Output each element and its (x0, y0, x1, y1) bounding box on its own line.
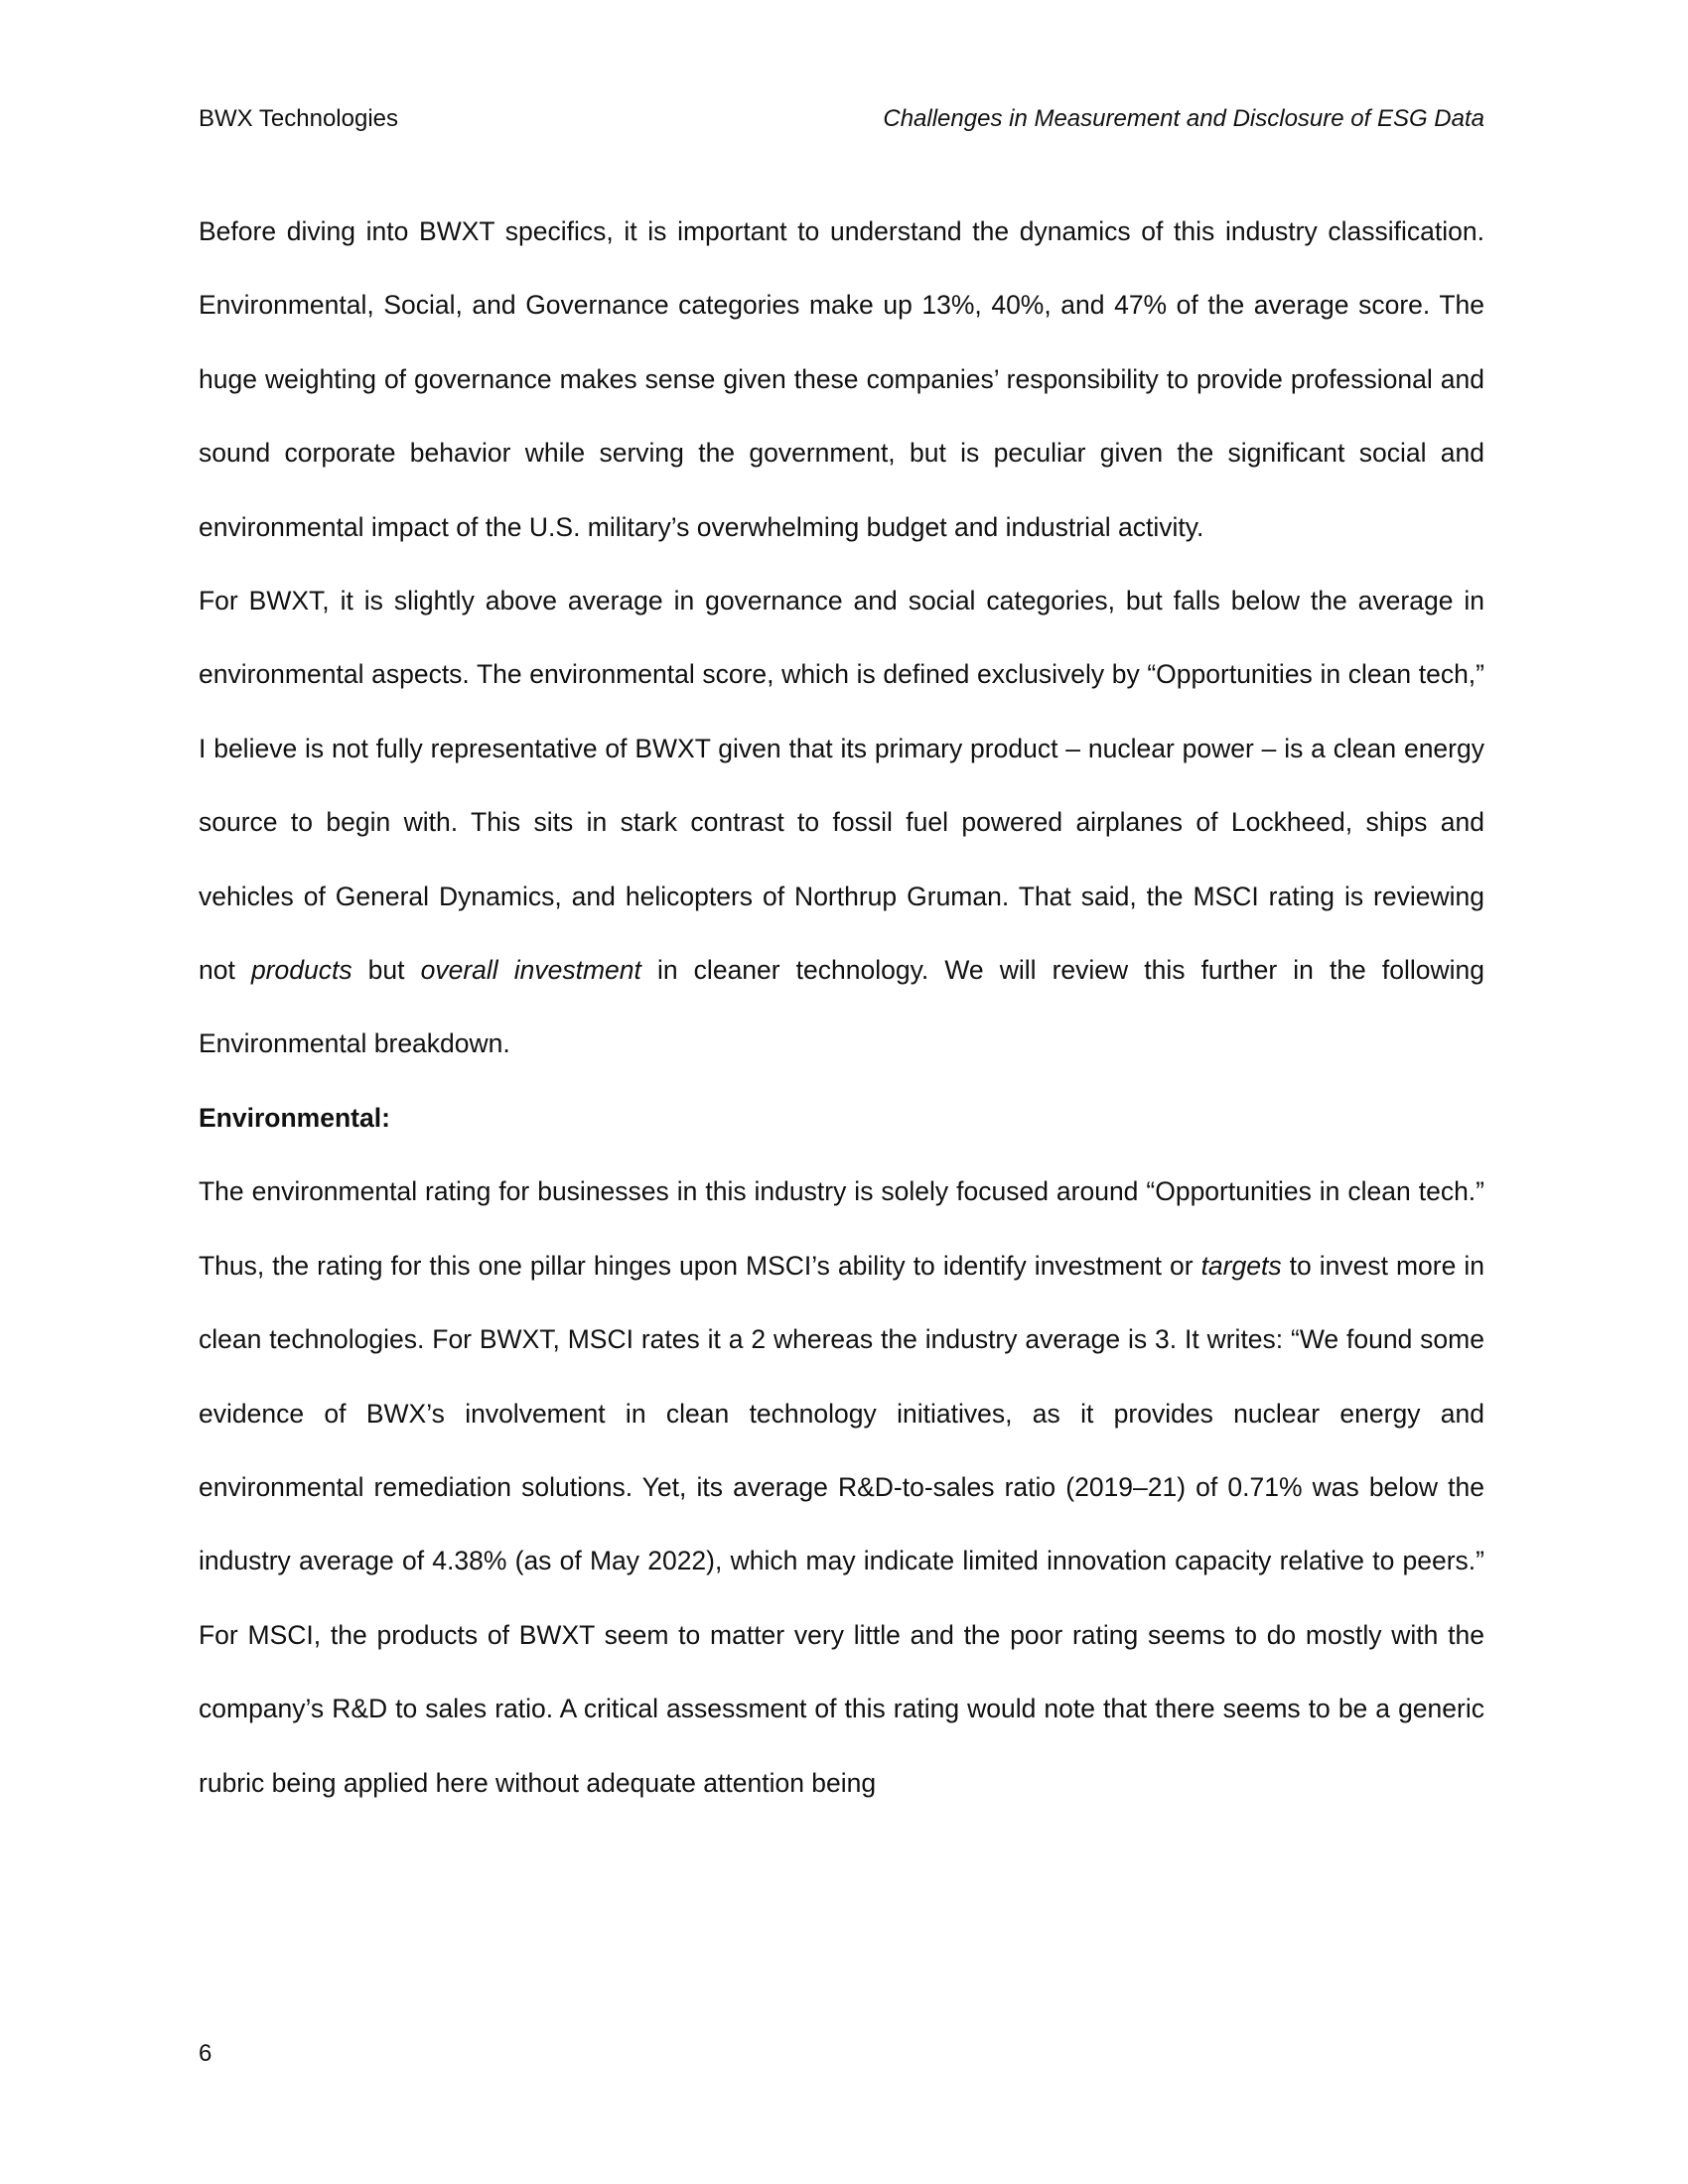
body-text (199, 195, 1484, 1820)
paragraph-bwxt-overview (199, 564, 1484, 1081)
paragraph-text: but (352, 955, 421, 986)
paragraph-text: For BWXT, it is slightly above average in governance and social categories, but falls below the average in environmental aspects. The environmental score, which is defined exclusively by “Opportunities in clean tech,” I believe is not fully representative of BWXT given that its primary product – nuclear power – is a clean energy source to begin with. This sits in stark contrast to fossil fuel powered airplanes of Lockheed, ships and vehicles of General Dynamics, and helicopters of Northrup Gruman. That said, the MSCI rating is reviewing not (199, 586, 1484, 986)
section-heading-environmental: Environmental: (199, 1102, 390, 1133)
paragraph-text: in cleaner technology. We will review this further in the following Environmental breakdown. (199, 955, 1484, 1059)
header-left-title: BWX Technologies (199, 105, 398, 132)
page-header (199, 99, 1484, 139)
paragraph-intro: Before diving into BWXT specifics, it is important to understand the dynamics of this industry classification. Environmental, Social, and Governance categories make up 13%, 40%, and 47% of the average score. The huge weighting of governance makes sense given these companies’ responsibility to provide professional and sound corporate behavior while serving the government, but is peculiar given the significant social and environmental impact of the U.S. military’s overwhelming budget and industrial activity. (199, 216, 1484, 542)
header-right-title: Challenges in Measurement and Disclosure of ESG Data (883, 105, 1484, 132)
paragraph-text: The environmental rating for businesses in this industry is solely focused around “Opportunities in clean tech.” Thus, the rating for this one pillar hinges upon MSCI’s ability to identify investment or (199, 1176, 1484, 1281)
emphasis-text: overall investment (420, 955, 641, 986)
page-number: 6 (199, 2040, 212, 2067)
paragraph-environmental (199, 1155, 1484, 1820)
paragraph-text: to invest more in clean technologies. For BWXT, MSCI rates it a 2 whereas the industry average is 3. It writes: “We found some evidence of BWX’s involvement in clean technology initiatives, as it provides nuclear energy and environmental remediation solutions. Yet, its average R&D-to-sales ratio (2019–21) of 0.71% was below the industry average of 4.38% (as of May 2022), which may indicate limited innovation capacity relative to peers.” For MSCI, the products of BWXT seem to matter very little and the poor rating seems to do mostly with the company’s R&D to sales ratio. A critical assessment of this rating would note that there seems to be a generic rubric being applied here without adequate attention being (199, 1250, 1484, 1798)
emphasis-text: products (250, 955, 352, 986)
emphasis-text: targets (1200, 1250, 1282, 1281)
